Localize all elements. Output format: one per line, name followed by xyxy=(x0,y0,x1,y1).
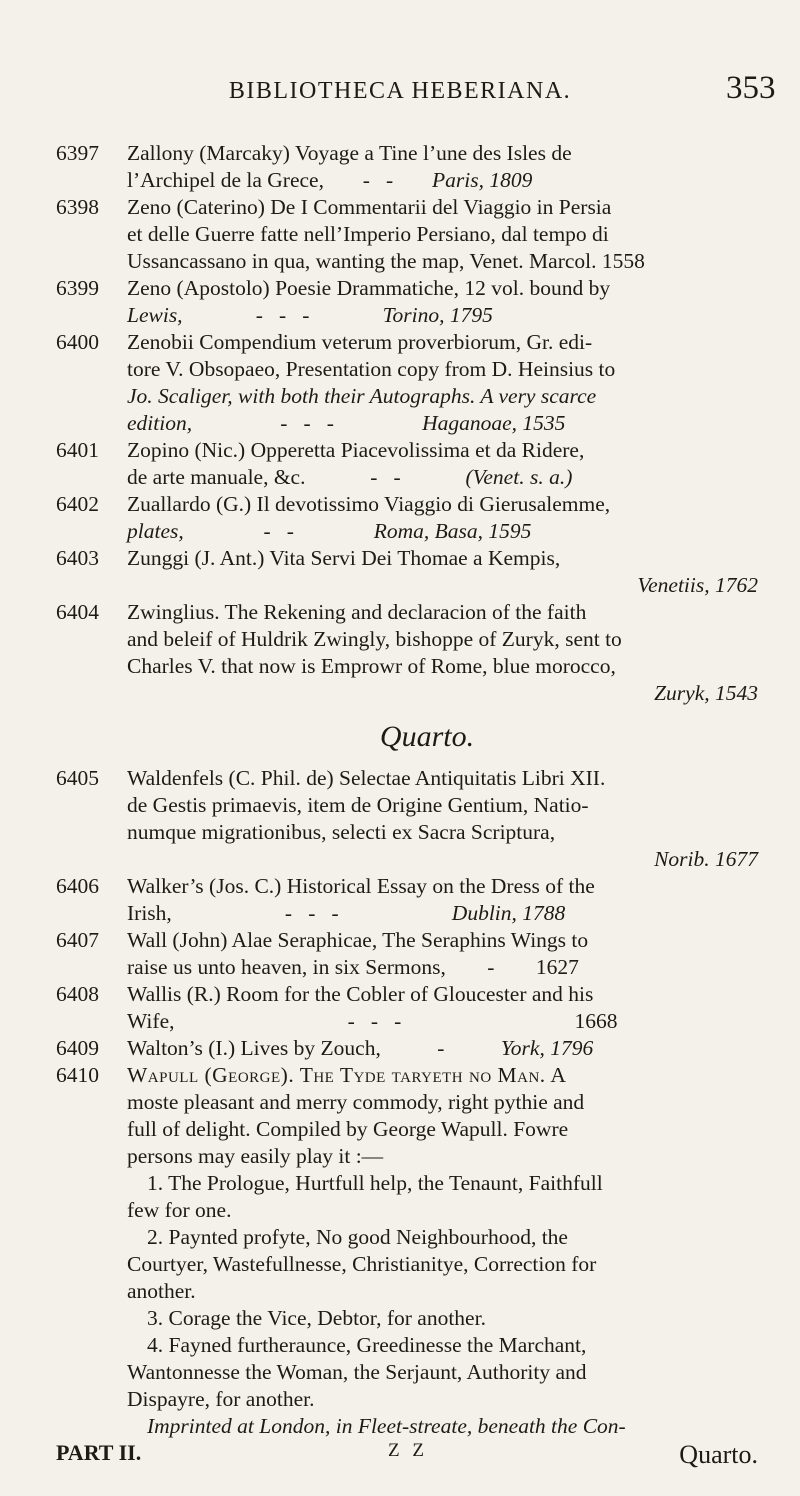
lot-number: 6405 xyxy=(56,766,99,790)
catalogue-body xyxy=(56,140,758,1440)
entry-line: Walker’s (Jos. C.) Historical Essay on the Dress of the xyxy=(127,874,595,898)
page-footer xyxy=(56,1440,758,1470)
entry-line: full of delight. Compiled by George Wapull. Fowre xyxy=(127,1117,569,1141)
entry-line: Lewis, - - - Torino, 1795 xyxy=(127,303,493,327)
cast-list-line: few for one. xyxy=(127,1198,232,1222)
lot-number: 6400 xyxy=(56,330,99,354)
lot-number: 6398 xyxy=(56,195,99,219)
entry-line: Venetiis, 1762 xyxy=(637,573,758,597)
page-number: 353 xyxy=(726,70,776,106)
cast-list-line: 4. Fayned furtheraunce, Greedinesse the Marchant, xyxy=(147,1333,587,1357)
cast-list-line: 3. Corage the Vice, Debtor, for another. xyxy=(147,1306,486,1330)
catalogue-entry xyxy=(56,491,758,545)
lot-number: 6403 xyxy=(56,546,99,570)
lot-number: 6399 xyxy=(56,276,99,300)
entry-line: Jo. Scaliger, with both their Autographs. A very scarce xyxy=(127,384,597,408)
catalogue-entry xyxy=(56,194,758,275)
cast-list-line: 2. Paynted profyte, No good Neighbourhood, the xyxy=(147,1225,568,1249)
cast-list-line: another. xyxy=(127,1279,196,1303)
imprint-line: Imprinted at London, in Fleet-streate, beneath the Con- xyxy=(147,1414,626,1438)
entry-line: et delle Guerre fatte nell’Imperio Persiano, dal tempo di xyxy=(127,222,609,246)
lot-number: 6409 xyxy=(56,1036,99,1060)
entry-line: Wallis (R.) Room for the Cobler of Gloucester and his xyxy=(127,982,594,1006)
lot-number: 6401 xyxy=(56,438,99,462)
entry-line: l’Archipel de la Grece, - - Paris, 1809 xyxy=(127,168,533,192)
entry-line: Zuallardo (G.) Il devotissimo Viaggio di Gierusalemme, xyxy=(127,492,611,516)
entry-line: Wife, - - - 1668 xyxy=(127,1009,618,1033)
signature-mark: Z Z xyxy=(388,1440,428,1461)
lot-number: 6404 xyxy=(56,600,99,624)
entry-line: Zuryk, 1543 xyxy=(654,681,758,705)
entry-line: plates, - - Roma, Basa, 1595 xyxy=(127,519,532,543)
entry-line: Wapull (George). The Tyde taryeth no Man. A xyxy=(127,1063,567,1087)
catalogue-entry xyxy=(56,140,758,194)
signature-label: PART II. xyxy=(56,1440,142,1465)
catalogue-entry xyxy=(56,1035,758,1062)
entry-line: tore V. Obsopaeo, Presentation copy from D. Heinsius to xyxy=(127,357,616,381)
cast-list-line: 1. The Prologue, Hurtfull help, the Tenaunt, Faithfull xyxy=(147,1171,603,1195)
lot-number: 6406 xyxy=(56,874,99,898)
lot-number: 6407 xyxy=(56,928,99,952)
entry-line: Wall (John) Alae Seraphicae, The Seraphins Wings to xyxy=(127,928,589,952)
entry-line: Zunggi (J. Ant.) Vita Servi Dei Thomae a Kempis, xyxy=(127,546,561,570)
entry-line: persons may easily play it :— xyxy=(127,1144,384,1168)
section-heading: Quarto. xyxy=(379,720,475,753)
entry-line: Ussancassano in qua, wanting the map, Venet. Marcol. 1558 xyxy=(127,249,645,273)
entry-line: and beleif of Huldrik Zwingly, bishoppe of Zuryk, sent to xyxy=(127,627,622,651)
catchword: Quarto. xyxy=(679,1440,758,1469)
entry-line: Zopino (Nic.) Opperetta Piacevolissima et da Ridere, xyxy=(127,438,585,462)
entry-line: edition, - - - Haganoae, 1535 xyxy=(127,411,566,435)
catalogue-entry xyxy=(56,765,758,873)
entry-line: de arte manuale, &c. - - (Venet. s. a.) xyxy=(127,465,573,489)
cast-list-line: Courtyer, Wastefullnesse, Christianitye, Correction for xyxy=(127,1252,597,1276)
catalogue-entry xyxy=(56,981,758,1035)
entry-line: moste pleasant and merry commody, right pythie and xyxy=(127,1090,585,1114)
lot-number: 6397 xyxy=(56,141,99,165)
entry-line: numque migrationibus, selecti ex Sacra Scriptura, xyxy=(127,820,556,844)
catalogue-entry xyxy=(56,437,758,491)
entry-line: Irish, - - - Dublin, 1788 xyxy=(127,901,566,925)
entry-line: Zwinglius. The Rekening and declaracion of the faith xyxy=(127,600,587,624)
catalogue-entry xyxy=(56,599,758,707)
catalogue-entry xyxy=(56,329,758,437)
lot-number: 6408 xyxy=(56,982,99,1006)
entry-line: Zeno (Caterino) De I Commentarii del Viaggio in Persia xyxy=(127,195,612,219)
cast-list-line: Wantonnesse the Woman, the Serjaunt, Authority and xyxy=(127,1360,587,1384)
catalogue-entry xyxy=(56,545,758,599)
entry-line: Waldenfels (C. Phil. de) Selectae Antiquitatis Libri XII. xyxy=(127,766,606,790)
entry-line: de Gestis primaevis, item de Origine Gentium, Natio- xyxy=(127,793,589,817)
lot-number: 6410 xyxy=(56,1063,99,1087)
entry-line: raise us unto heaven, in six Sermons, - 1627 xyxy=(127,955,579,979)
entry-line: Norib. 1677 xyxy=(654,847,758,871)
cast-list-line: Dispayre, for another. xyxy=(127,1387,315,1411)
lot-number: 6402 xyxy=(56,492,99,516)
entry-line: Zenobii Compendium veterum proverbiorum, Gr. edi- xyxy=(127,330,593,354)
catalogue-entry xyxy=(56,873,758,927)
running-head: BIBLIOTHECA HEBERIANA. xyxy=(228,78,572,104)
entry-line: Zeno (Apostolo) Poesie Drammatiche, 12 vol. bound by xyxy=(127,276,611,300)
catalogue-entry xyxy=(56,1062,758,1440)
entry-line: Charles V. that now is Emprowr of Rome, blue morocco, xyxy=(127,654,616,678)
catalogue-entry xyxy=(56,927,758,981)
entry-line: Walton’s (I.) Lives by Zouch, - York, 1796 xyxy=(127,1036,594,1060)
catalogue-entry xyxy=(56,275,758,329)
entry-line: Zallony (Marcaky) Voyage a Tine l’une des Isles de xyxy=(127,141,572,165)
